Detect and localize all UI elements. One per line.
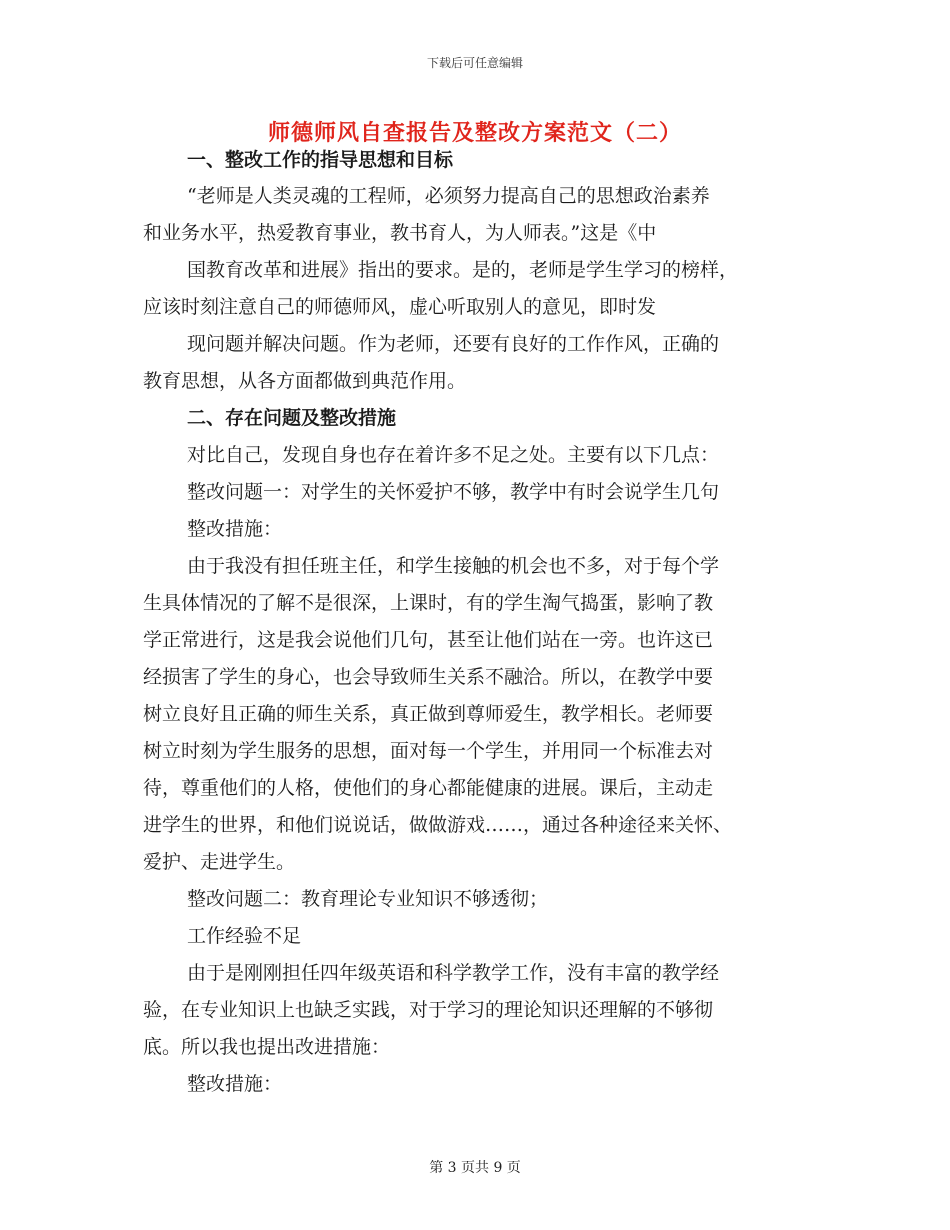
paragraph-line: 整改问题一：对学生的关怀爱护不够，教学中有时会说学生几句 — [187, 481, 720, 503]
page-footer: 第 3 页共 9 页 — [429, 1160, 521, 1176]
paragraph-line: 工作经验不足 — [187, 925, 302, 947]
paragraph-line: 待，尊重他们的人格，使他们的身心都能健康的进展。课后，主动走 — [143, 777, 714, 799]
paragraph-line: 和业务水平，热爱教育事业，教书育人，为人师表。”这是《中 — [143, 222, 657, 244]
section-heading-1: 一、整改工作的指导思想和目标 — [187, 149, 454, 171]
paragraph-line: 树立时刻为学生服务的思想，面对每一个学生，并用同一个标准去对 — [143, 740, 714, 762]
paragraph-line: 教育思想，从各方面都做到典范作用。 — [143, 370, 467, 392]
paragraph-line: 由于我没有担任班主任，和学生接触的机会也不多，对于每个学 — [187, 555, 720, 577]
document-title: 师德师风自查报告及整改方案范文（二） — [267, 120, 682, 146]
paragraph-line: 对比自己，发现自身也存在着许多不足之处。主要有以下几点： — [187, 444, 720, 466]
header-note: 下载后可任意编辑 — [426, 56, 523, 70]
paragraph-line: 验，在专业知识上也缺乏实践，对于学习的理论知识还理解的不够彻 — [143, 999, 714, 1021]
paragraph-line: 进学生的世界，和他们说说话，做做游戏……，通过各种途径来关怀、 — [143, 814, 733, 836]
paragraph-line: 底。所以我也提出改进措施： — [143, 1036, 391, 1058]
paragraph-line: 树立良好且正确的师生关系，真正做到尊师爱生，教学相长。老师要 — [143, 703, 714, 725]
paragraph-line: 整改问题二：教育理论专业知识不够透彻； — [187, 888, 549, 910]
paragraph-line: 整改措施： — [187, 518, 283, 540]
paragraph-line: 应该时刻注意自己的师德师风，虚心听取别人的意见，即时发 — [143, 296, 657, 318]
paragraph-line: 整改措施： — [187, 1073, 283, 1095]
paragraph-line: 经损害了学生的身心，也会导致师生关系不融洽。所以，在教学中要 — [143, 666, 714, 688]
paragraph-line: “老师是人类灵魂的工程师，必须努力提高自己的思想政治素养 — [187, 185, 710, 207]
paragraph-line: 国教育改革和进展》指出的要求。是的，老师是学生学习的榜样， — [187, 259, 739, 281]
section-heading-2: 二、存在问题及整改措施 — [187, 407, 397, 429]
paragraph-line: 由于是刚刚担任四年级英语和科学教学工作，没有丰富的教学经 — [187, 962, 720, 984]
paragraph-line: 生具体情况的了解不是很深，上课时，有的学生淘气捣蛋，影响了教 — [143, 592, 714, 614]
paragraph-line: 现问题并解决问题。作为老师，还要有良好的工作作风，正确的 — [187, 333, 720, 355]
paragraph-line: 爱护、走进学生。 — [143, 851, 296, 873]
paragraph-line: 学正常进行，这是我会说他们几句，甚至让他们站在一旁。也许这已 — [143, 629, 714, 651]
